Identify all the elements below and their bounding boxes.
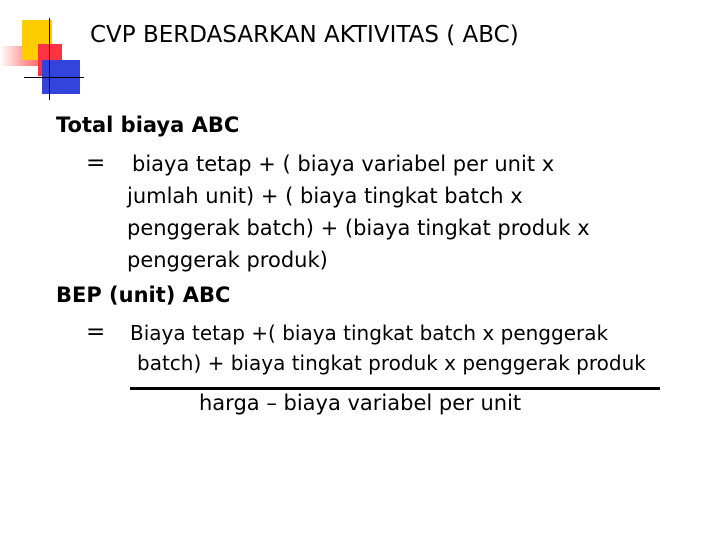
bep-numerator-line: batch) + biaya tingkat produk x penggerak produk [137, 351, 646, 375]
total-cost-heading: Total biaya ABC [56, 113, 240, 137]
decoration-horizontal-line [24, 77, 84, 78]
bep-equals-sign: = [86, 319, 106, 345]
total-cost-equals-sign: = [86, 150, 106, 176]
bep-heading: BEP (unit) ABC [56, 283, 231, 307]
slide-title: CVP BERDASARKAN AKTIVITAS ( ABC) [90, 22, 519, 48]
total-cost-formula-line: penggerak batch) + (biaya tingkat produk x [127, 216, 590, 240]
decoration-vertical-line [49, 18, 50, 100]
total-cost-formula-line: penggerak produk) [127, 248, 328, 272]
total-cost-formula-line: jumlah unit) + ( biaya tingkat batch x [127, 184, 523, 208]
bep-numerator-line: Biaya tetap +( biaya tingkat batch x penggerak [130, 321, 609, 345]
bep-denominator: harga – biaya variabel per unit [199, 391, 522, 415]
total-cost-formula-line: biaya tetap + ( biaya variabel per unit x [132, 152, 555, 176]
